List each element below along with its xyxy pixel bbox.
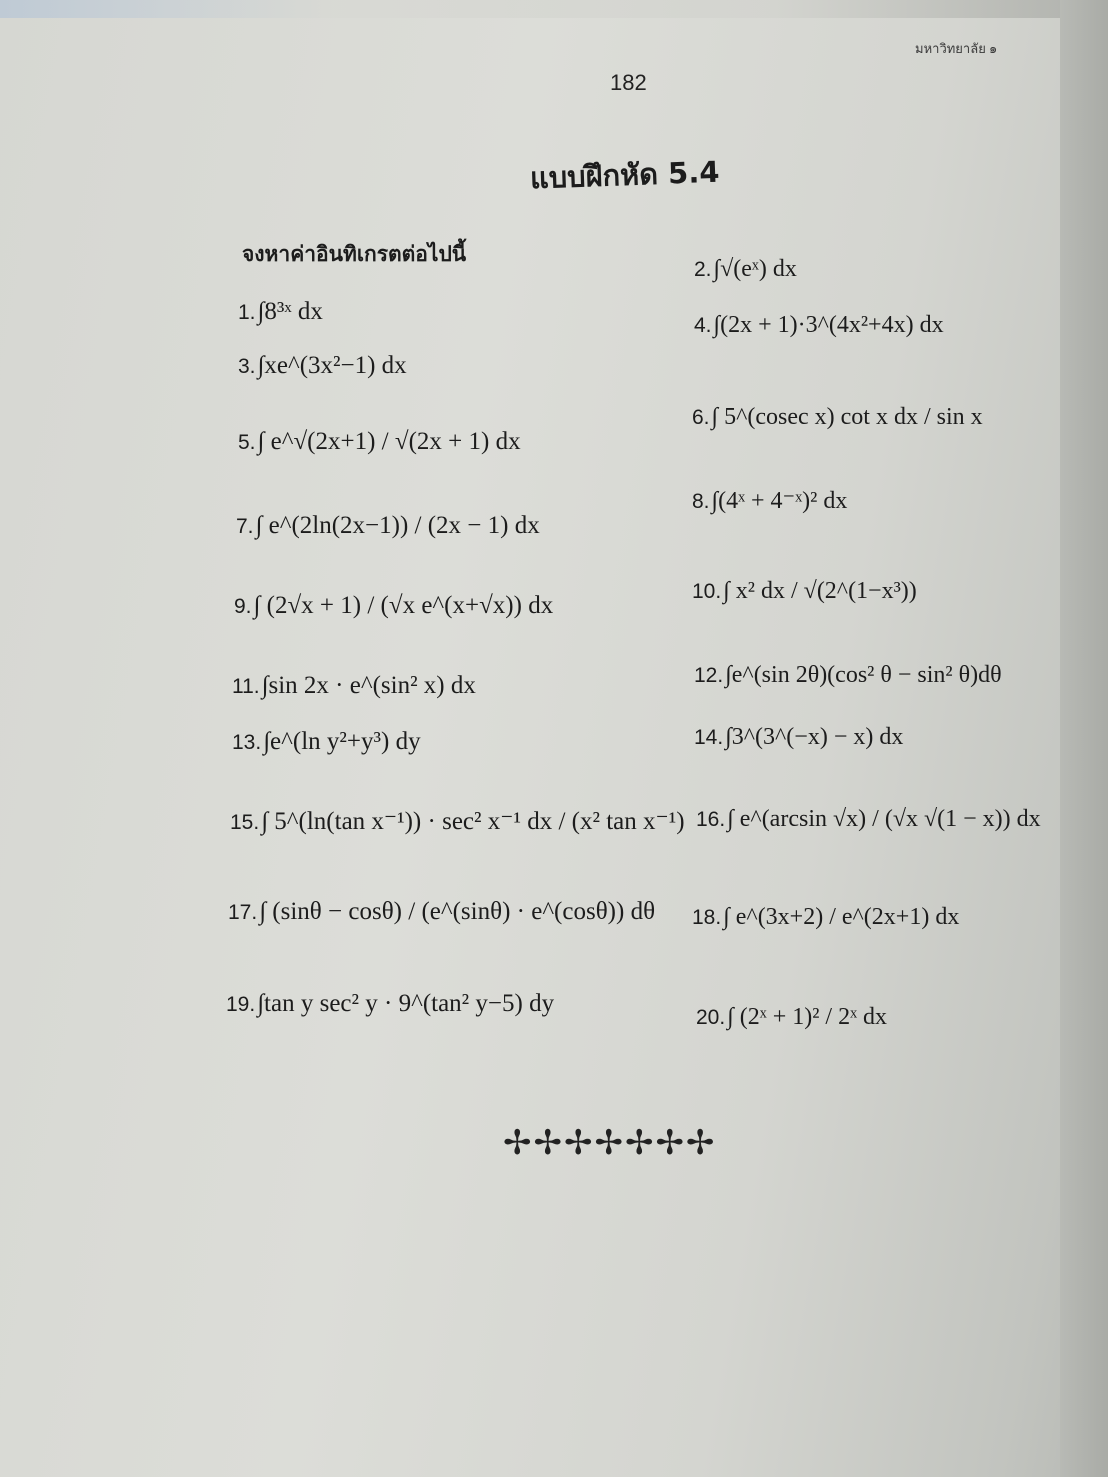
problem-number: 4.	[694, 314, 712, 337]
problem-10	[692, 578, 917, 605]
problem-number: 16.	[696, 808, 726, 831]
problem-expression: ∫sin 2x · e^(sin² x) dx	[261, 672, 476, 699]
problem-number: 18.	[692, 906, 722, 929]
problem-expression: ∫xe^(3x²−1) dx	[257, 352, 407, 379]
problem-expression: ∫(2x + 1)·3^(4x²+4x) dx	[713, 312, 944, 338]
problem-expression: ∫tan y sec² y · 9^(tan² y−5) dy	[257, 990, 555, 1017]
problem-number: 15.	[230, 811, 260, 834]
problem-12	[694, 662, 1002, 689]
problem-20	[696, 1004, 887, 1031]
problem-number: 5.	[238, 431, 256, 454]
problem-number: 17.	[228, 901, 258, 924]
problem-expression: ∫(4ˣ + 4⁻ˣ)² dx	[711, 488, 848, 514]
problem-number: 14.	[694, 726, 724, 749]
page-number: 182	[610, 70, 647, 95]
problem-8	[692, 486, 847, 515]
problem-19	[226, 990, 554, 1018]
problem-expression: ∫8³ˣ dx	[257, 298, 323, 325]
problem-18	[692, 904, 959, 931]
problem-11	[232, 672, 476, 700]
problem-expression: ∫ e^(2ln(2x−1)) / (2x − 1) dx	[255, 512, 540, 539]
problem-expression: ∫ e^(arcsin √x) / (√x √(1 − x)) dx	[727, 806, 1041, 832]
problem-17	[228, 898, 655, 926]
problem-3	[238, 352, 407, 380]
problem-number: 11.	[232, 675, 260, 698]
problem-number: 8.	[692, 490, 710, 513]
problem-13	[232, 728, 421, 756]
problem-expression: ∫√(eˣ) dx	[713, 256, 797, 282]
problem-expression: ∫ (2√x + 1) / (√x e^(x+√x)) dx	[253, 592, 554, 619]
page-binding-edge	[1060, 0, 1108, 1477]
problem-expression: ∫3^(3^(−x) − x) dx	[725, 724, 904, 750]
problem-number: 6.	[692, 406, 710, 429]
running-header: มหาวิทยาลัย ๑	[915, 41, 998, 56]
problem-number: 7.	[236, 515, 254, 538]
problem-expression: ∫ (sinθ − cosθ) / (e^(sinθ) · e^(cosθ)) dθ	[259, 898, 656, 925]
problem-expression: ∫e^(sin 2θ)(cos² θ − sin² θ)dθ	[725, 662, 1002, 688]
problem-number: 13.	[232, 731, 262, 754]
instruction-text: จงหาค่าอินทิเกรตต่อไปนี้	[242, 242, 467, 266]
page-top-strip	[0, 0, 1108, 18]
problem-expression: ∫ e^(3x+2) / e^(2x+1) dx	[723, 904, 960, 930]
problem-5	[238, 428, 521, 456]
problem-2	[694, 256, 797, 283]
problem-15	[230, 806, 685, 836]
problem-number: 20.	[696, 1006, 726, 1029]
problem-expression: ∫e^(ln y²+y³) dy	[263, 728, 421, 755]
problem-number: 9.	[234, 595, 252, 618]
section-end-ornament: ✢✢✢✢✢✢✢	[503, 1125, 717, 1162]
problem-16	[696, 806, 1041, 833]
problem-9	[234, 592, 553, 620]
problem-number: 3.	[238, 355, 256, 378]
problem-expression: ∫ 5^(ln(tan x⁻¹)) · sec² x⁻¹ dx / (x² tan x⁻¹)	[261, 808, 685, 835]
problem-number: 12.	[694, 664, 724, 687]
problem-number: 19.	[226, 993, 256, 1016]
problem-6	[692, 404, 983, 431]
problem-expression: ∫ e^√(2x+1) / √(2x + 1) dx	[257, 428, 521, 455]
problem-number: 2.	[694, 258, 712, 281]
problem-14	[694, 724, 903, 751]
problem-expression: ∫ x² dx / √(2^(1−x³))	[723, 578, 917, 604]
problem-number: 10.	[692, 580, 722, 603]
problem-expression: ∫ 5^(cosec x) cot x dx / sin x	[711, 404, 983, 430]
problem-number: 1.	[238, 301, 256, 324]
problem-1	[238, 298, 323, 326]
problem-7	[236, 512, 540, 540]
problem-expression: ∫ (2ˣ + 1)² / 2ˣ dx	[727, 1004, 888, 1030]
problem-4	[694, 312, 944, 339]
exercise-title: แบบฝึกหัด 5.4	[529, 154, 721, 196]
